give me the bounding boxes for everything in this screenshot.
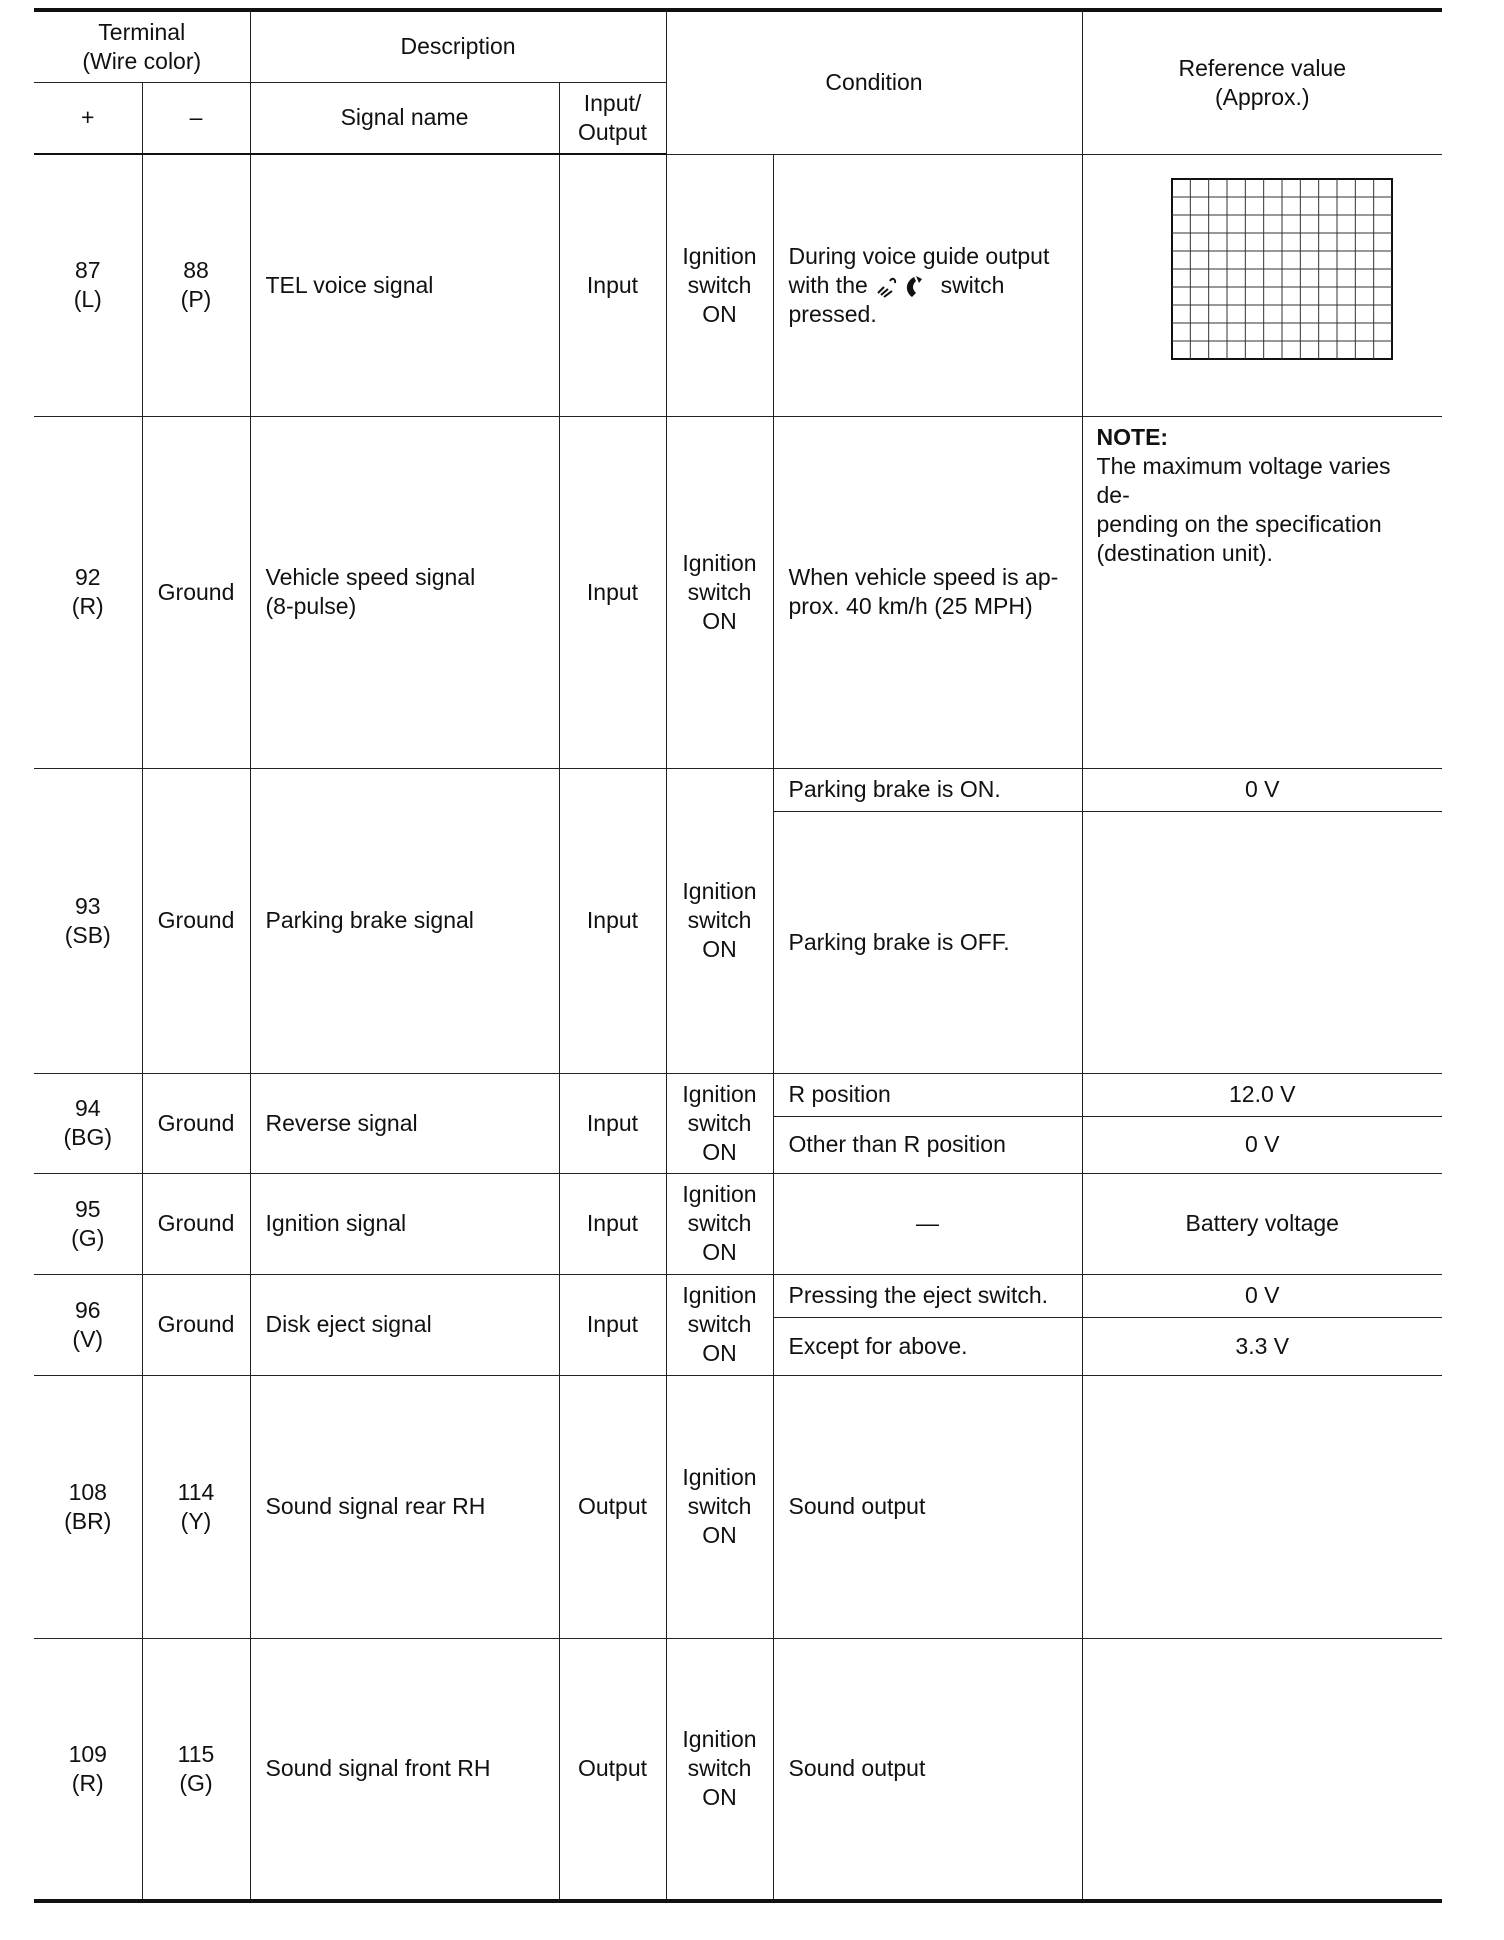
table-row bbox=[34, 1375, 1442, 1638]
voice-waveform bbox=[1112, 165, 1412, 405]
reference-value: 12.0 V bbox=[1082, 1073, 1442, 1116]
ignition-switch-on: Ignition switch ON bbox=[666, 416, 773, 768]
signal-name: Reverse signal bbox=[250, 1073, 559, 1173]
reference-pulse-cell bbox=[1082, 416, 1442, 768]
table-row bbox=[34, 1173, 1442, 1274]
table-row bbox=[34, 154, 1442, 416]
reference-waveform-cell bbox=[1082, 1375, 1442, 1638]
signal-name: Parking brake signal bbox=[250, 768, 559, 1073]
sound-rear-waveform bbox=[1112, 1387, 1412, 1627]
terminal-minus: 88 (P) bbox=[142, 154, 250, 416]
signal-name: Vehicle speed signal (8-pulse) bbox=[250, 416, 559, 768]
ignition-switch-on: Ignition switch ON bbox=[666, 768, 773, 1073]
header-input-output bbox=[559, 82, 666, 154]
input-output: Output bbox=[559, 1375, 666, 1638]
table-row bbox=[34, 1638, 1442, 1901]
header-approx-label: (Approx.) bbox=[1214, 83, 1310, 110]
terminal-minus: Ground bbox=[142, 416, 250, 768]
note-line: (destination unit). bbox=[1096, 539, 1273, 566]
input-output: Input bbox=[559, 154, 666, 416]
reference-value: 0 V bbox=[1082, 1116, 1442, 1173]
reference-value: 0 V bbox=[1082, 1274, 1442, 1317]
header-wire-color-label: (Wire color) bbox=[82, 47, 202, 74]
header-reference bbox=[1082, 10, 1442, 154]
header-plus: + bbox=[34, 82, 142, 154]
ignition-switch-on: Ignition switch ON bbox=[666, 1073, 773, 1173]
header-minus: – bbox=[142, 82, 250, 154]
terminal-minus: Ground bbox=[142, 1073, 250, 1173]
note-line: pending on the specification bbox=[1096, 510, 1382, 537]
ignition-switch-on: Ignition switch ON bbox=[666, 154, 773, 416]
ignition-switch-on: Ignition switch ON bbox=[666, 1274, 773, 1375]
note-line: The maximum voltage varies de- bbox=[1096, 452, 1391, 508]
terminal-plus: 95 (G) bbox=[34, 1173, 142, 1274]
condition-text: Parking brake is OFF. bbox=[773, 811, 1082, 1073]
terminal-spec-table bbox=[34, 8, 1442, 1903]
table-row bbox=[34, 1274, 1442, 1317]
terminal-plus: 92 (R) bbox=[34, 416, 142, 768]
signal-name: Sound signal front RH bbox=[250, 1638, 559, 1901]
header-reference-label: Reference value bbox=[1178, 54, 1347, 81]
header-io-line2: Output bbox=[577, 118, 648, 145]
voice-talk-icon bbox=[874, 273, 934, 299]
terminal-plus: 93 (SB) bbox=[34, 768, 142, 1073]
input-output: Input bbox=[559, 1274, 666, 1375]
terminal-minus: 115 (G) bbox=[142, 1638, 250, 1901]
ignition-switch-on: Ignition switch ON bbox=[666, 1173, 773, 1274]
terminal-plus: 108 (BR) bbox=[34, 1375, 142, 1638]
input-output: Output bbox=[559, 1638, 666, 1901]
condition-text: Sound output bbox=[773, 1638, 1082, 1901]
signal-name: Disk eject signal bbox=[250, 1274, 559, 1375]
reference-waveform-cell bbox=[1082, 154, 1442, 416]
reference-value: Battery voltage bbox=[1082, 1173, 1442, 1274]
condition-text: — bbox=[773, 1173, 1082, 1274]
terminal-minus: Ground bbox=[142, 1274, 250, 1375]
condition-text: Other than R position bbox=[773, 1116, 1082, 1173]
terminal-minus: Ground bbox=[142, 1173, 250, 1274]
terminal-plus: 87 (L) bbox=[34, 154, 142, 416]
note-title: NOTE: bbox=[1096, 423, 1169, 450]
table-row bbox=[34, 1073, 1442, 1116]
signal-name: TEL voice signal bbox=[250, 154, 559, 416]
reference-sawtooth-cell bbox=[1082, 811, 1442, 1073]
condition-text: Except for above. bbox=[773, 1317, 1082, 1375]
input-output: Input bbox=[559, 416, 666, 768]
input-output: Input bbox=[559, 768, 666, 1073]
table-row bbox=[34, 416, 1442, 768]
input-output: Input bbox=[559, 1073, 666, 1173]
signal-name: Sound signal rear RH bbox=[250, 1375, 559, 1638]
header-description: Description bbox=[250, 10, 666, 82]
reference-value: 3.3 V bbox=[1082, 1317, 1442, 1375]
terminal-plus: 96 (V) bbox=[34, 1274, 142, 1375]
condition-text: During voice guide output with the switch pressed. bbox=[773, 154, 1082, 416]
reference-waveform-cell bbox=[1082, 1638, 1442, 1901]
signal-name: Ignition signal bbox=[250, 1173, 559, 1274]
sound-front-waveform bbox=[1112, 1649, 1412, 1889]
note bbox=[1083, 417, 1443, 568]
phone-icon bbox=[907, 277, 916, 297]
condition-text: Parking brake is ON. bbox=[773, 768, 1082, 811]
reference-value: 0 V bbox=[1082, 768, 1442, 811]
ignition-switch-on: Ignition switch ON bbox=[666, 1638, 773, 1901]
condition-text: R position bbox=[773, 1073, 1082, 1116]
condition-text: When vehicle speed is ap- prox. 40 km/h (25 MPH) bbox=[773, 416, 1082, 768]
header-signal-name: Signal name bbox=[250, 82, 559, 154]
header-condition: Condition bbox=[666, 10, 1082, 154]
condition-text: Pressing the eject switch. bbox=[773, 1274, 1082, 1317]
terminal-plus: 94 (BG) bbox=[34, 1073, 142, 1173]
parking-brake-waveform bbox=[1112, 827, 1412, 1057]
terminal-plus: 109 (R) bbox=[34, 1638, 142, 1901]
condition-text: Sound output bbox=[773, 1375, 1082, 1638]
speed-pulse-waveform bbox=[1112, 568, 1412, 768]
header-io-line1: Input/ bbox=[583, 89, 642, 116]
terminal-minus: 114 (Y) bbox=[142, 1375, 250, 1638]
header-terminal bbox=[34, 10, 250, 82]
table-row bbox=[34, 768, 1442, 811]
input-output: Input bbox=[559, 1173, 666, 1274]
header-terminal-label: Terminal bbox=[98, 18, 186, 45]
terminal-minus: Ground bbox=[142, 768, 250, 1073]
ignition-switch-on: Ignition switch ON bbox=[666, 1375, 773, 1638]
